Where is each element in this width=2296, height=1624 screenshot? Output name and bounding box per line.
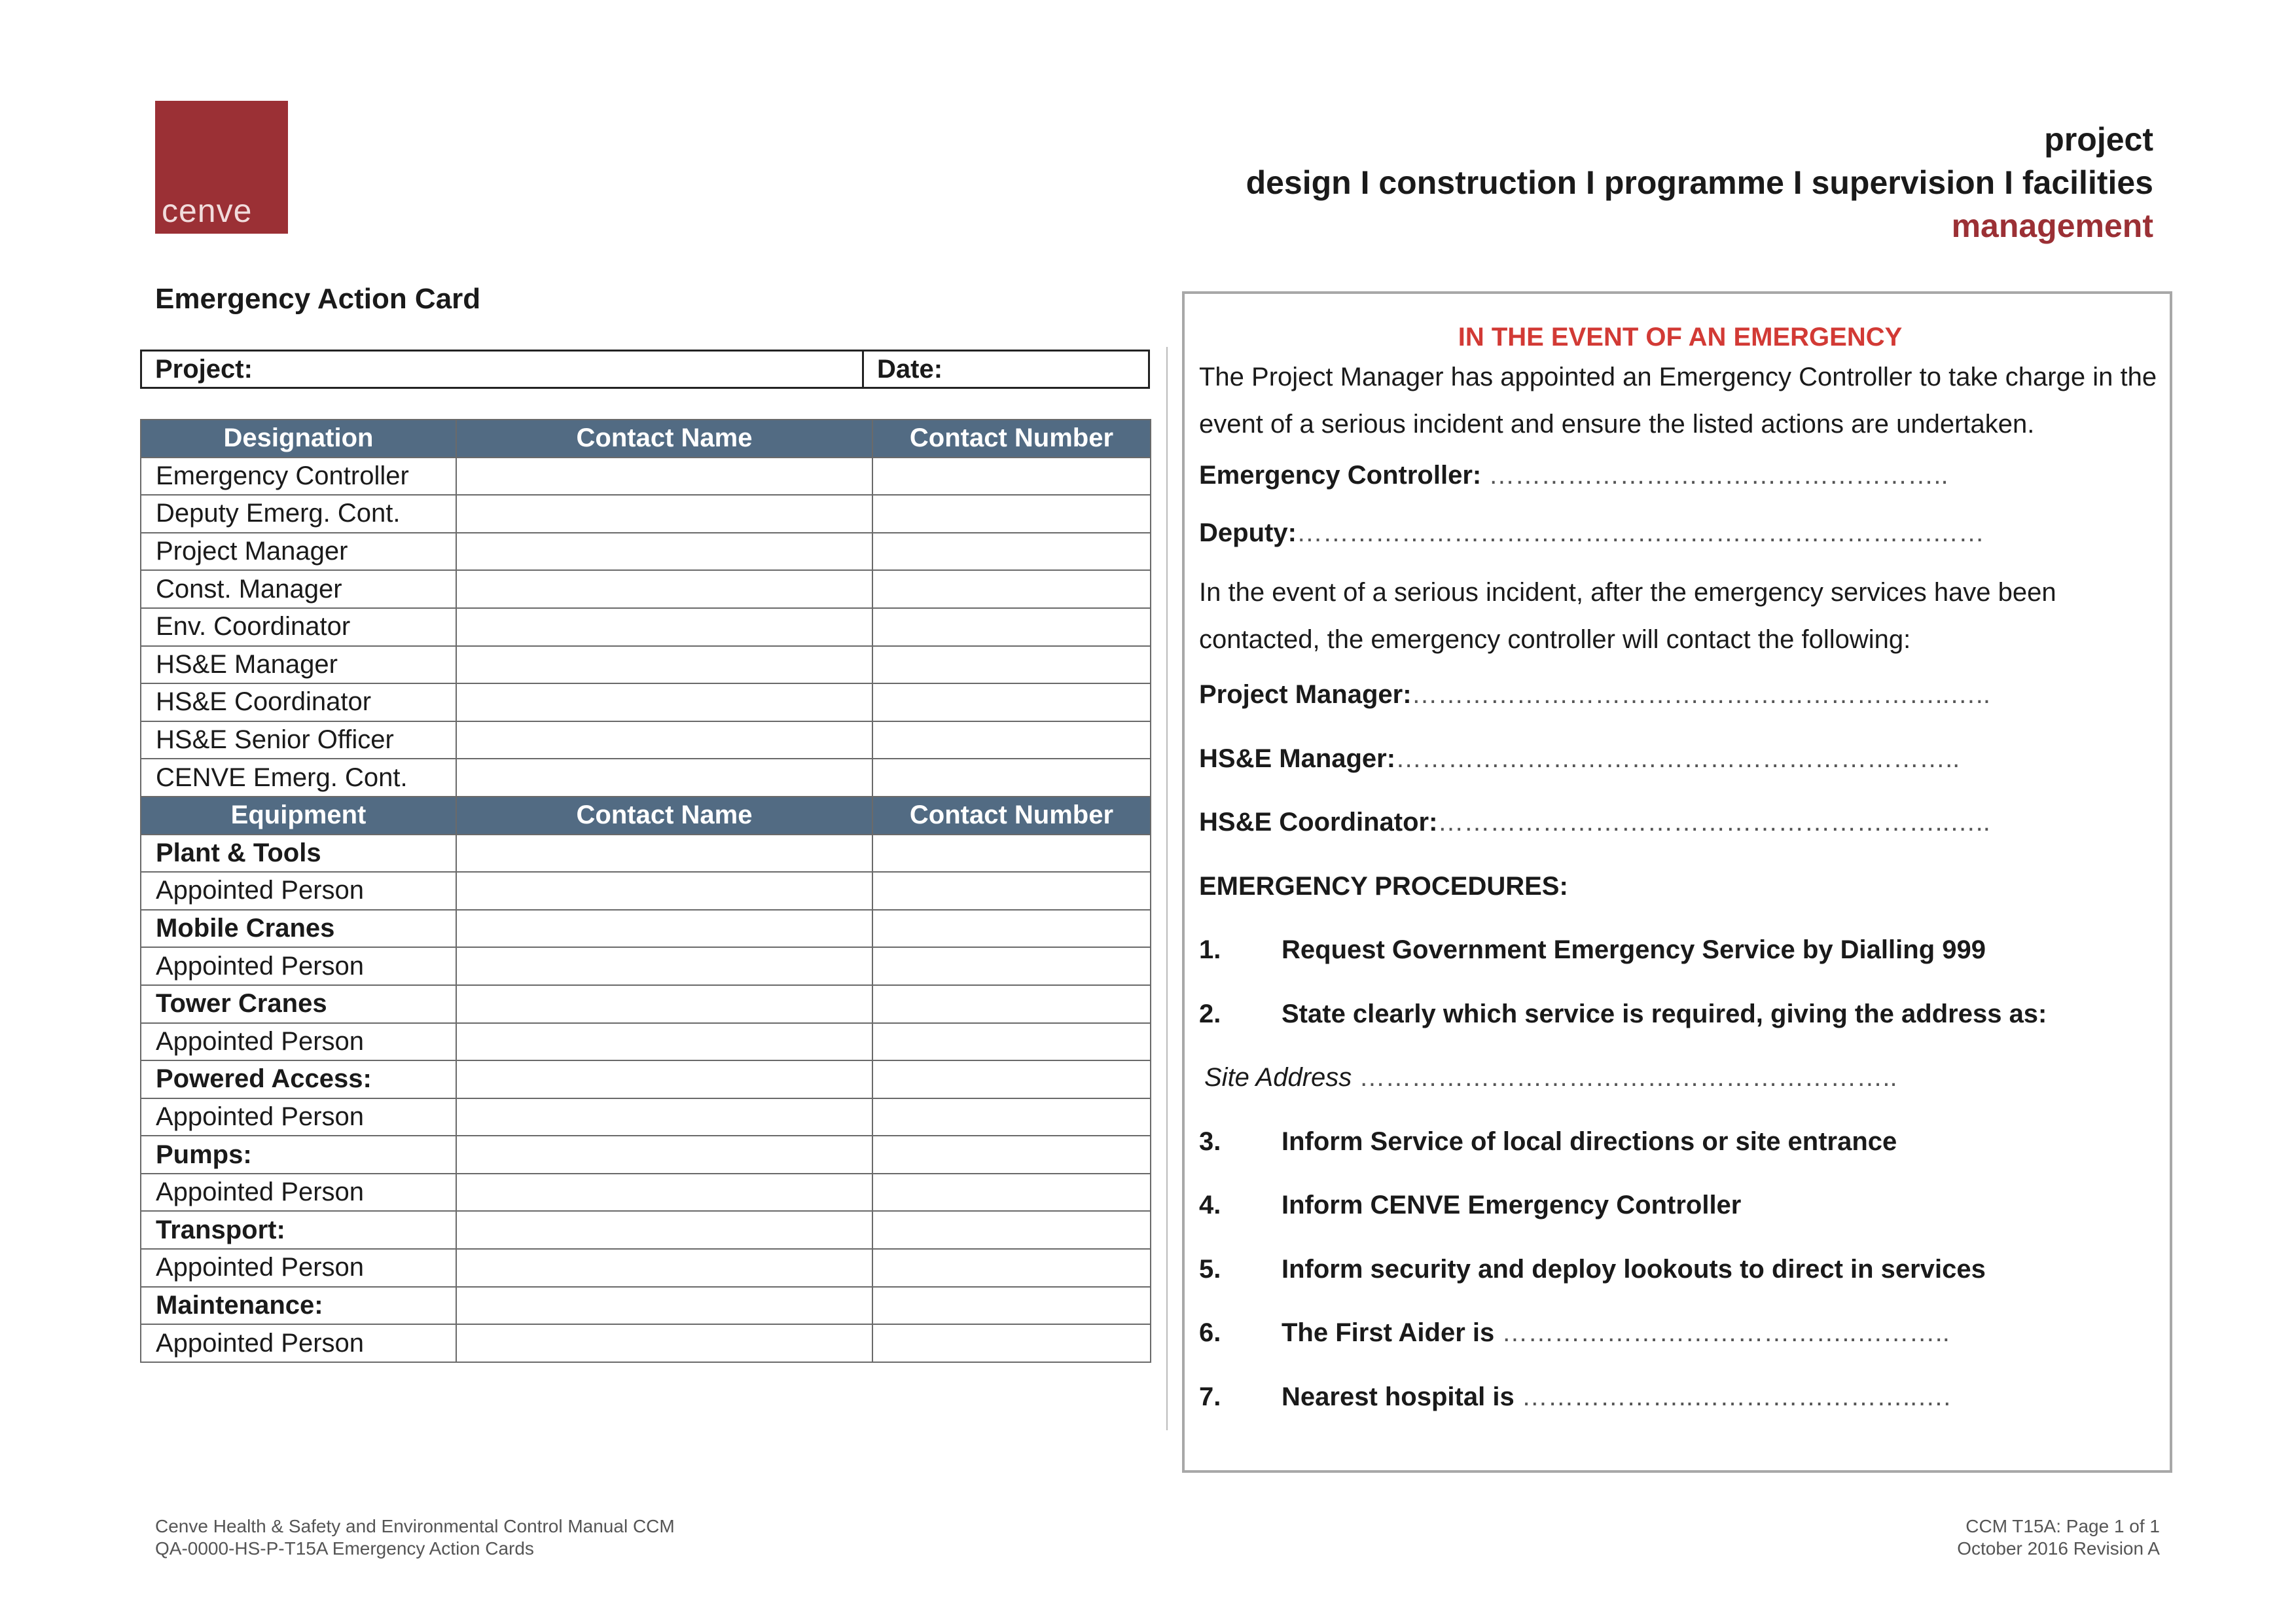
footer-right-line-2: October 2016 Revision A — [1957, 1538, 2160, 1559]
footer-left-line-1: Cenve Health & Safety and Environmental Control Manual CCM — [155, 1516, 675, 1536]
contact-name-cell[interactable] — [456, 533, 872, 571]
equipment-row — [141, 1023, 1151, 1061]
equipment-row — [141, 835, 1151, 873]
procedure-text: Request Government Emergency Service by Dialling 999 — [1282, 935, 1986, 964]
contact-name-cell[interactable] — [456, 1023, 872, 1061]
contact-line-dots[interactable]: ……………………………………………………….. — [1395, 744, 1960, 773]
contact-number-cell[interactable] — [872, 608, 1151, 646]
contact-name-cell[interactable] — [456, 1324, 872, 1362]
contact-name-cell[interactable] — [456, 1060, 872, 1098]
contact-number-cell[interactable] — [872, 1136, 1151, 1174]
procedures-list-b — [1199, 1110, 2161, 1430]
contact-number-cell[interactable] — [872, 1060, 1151, 1098]
equipment-header-cell: Contact Name — [456, 797, 872, 835]
designation-label: HS&E Senior Officer — [141, 721, 456, 759]
contact-number-cell[interactable] — [872, 1098, 1151, 1136]
contact-name-cell[interactable] — [456, 872, 872, 910]
project-date-table — [140, 350, 1150, 389]
footer-left-line-2: QA-0000-HS-P-T15A Emergency Action Cards — [155, 1538, 534, 1559]
equipment-label: Tower Cranes — [141, 985, 456, 1023]
contact-number-cell[interactable] — [872, 1174, 1151, 1212]
designation-row — [141, 608, 1151, 646]
column-divider — [1166, 347, 1168, 1430]
contact-line-label: Project Manager: — [1199, 680, 1412, 709]
equipment-label: Powered Access: — [141, 1060, 456, 1098]
procedure-step — [1199, 1301, 2161, 1365]
contact-name-cell[interactable] — [456, 759, 872, 797]
designation-label: CENVE Emerg. Cont. — [141, 759, 456, 797]
procedure-number: 5. — [1199, 1254, 1221, 1284]
contact-number-cell[interactable] — [872, 495, 1151, 533]
contact-number-cell[interactable] — [872, 1287, 1151, 1325]
contact-number-cell[interactable] — [872, 1324, 1151, 1362]
site-address-dots[interactable]: …………………………………………………….. — [1352, 1063, 1897, 1092]
contact-name-cell[interactable] — [456, 495, 872, 533]
footer-right-line-1: CCM T15A: Page 1 of 1 — [1965, 1516, 2160, 1536]
contact-name-cell[interactable] — [456, 1098, 872, 1136]
designation-row — [141, 759, 1151, 797]
equipment-header-cell: Equipment — [141, 797, 456, 835]
equipment-row — [141, 872, 1151, 910]
designation-row — [141, 646, 1151, 684]
designation-label: Env. Coordinator — [141, 608, 456, 646]
contact-name-cell[interactable] — [456, 1211, 872, 1249]
contact-name-cell[interactable] — [456, 1249, 872, 1287]
contact-lines — [1199, 663, 2161, 855]
contact-name-cell[interactable] — [456, 683, 872, 721]
contact-name-cell[interactable] — [456, 985, 872, 1023]
equipment-header-cell: Contact Number — [872, 797, 1151, 835]
controller-line — [1199, 448, 2161, 503]
designation-header-cell: Designation — [141, 420, 456, 458]
contact-name-cell[interactable] — [456, 608, 872, 646]
intro-text: The Project Manager has appointed an Emergency Controller to take charge in the event of a serious incident and ensure the listed actions are undertaken. — [1199, 363, 2157, 439]
logo-text: cenve — [162, 192, 253, 229]
project-field[interactable]: Project: — [141, 351, 863, 388]
designation-header-row — [141, 420, 1151, 458]
date-field[interactable]: Date: — [863, 351, 1149, 388]
equipment-label: Appointed Person — [141, 872, 456, 910]
designation-label: HS&E Coordinator — [141, 683, 456, 721]
equipment-row — [141, 1174, 1151, 1212]
procedures-title: EMERGENCY PROCEDURES: — [1199, 871, 1568, 901]
contact-name-cell[interactable] — [456, 721, 872, 759]
equipment-label: Appointed Person — [141, 947, 456, 985]
procedure-number: 3. — [1199, 1127, 1221, 1156]
equipment-row — [141, 1324, 1151, 1362]
contact-number-cell[interactable] — [872, 1023, 1151, 1061]
contact-name-cell[interactable] — [456, 458, 872, 496]
equipment-row — [141, 947, 1151, 985]
designation-header-cell: Contact Name — [456, 420, 872, 458]
procedure-number: 1. — [1199, 935, 1221, 964]
equipment-label: Mobile Cranes — [141, 910, 456, 948]
contact-name-cell[interactable] — [456, 1174, 872, 1212]
designation-row — [141, 721, 1151, 759]
procedure-text: Inform Service of local directions or site entrance — [1282, 1127, 1897, 1156]
equipment-row — [141, 910, 1151, 948]
designation-label: Deputy Emerg. Cont. — [141, 495, 456, 533]
tagline-line-3: management — [1951, 208, 2153, 244]
contact-number-cell[interactable] — [872, 646, 1151, 684]
emergency-panel-content — [1199, 321, 2161, 1429]
contact-number-cell[interactable] — [872, 947, 1151, 985]
contact-line — [1199, 791, 2161, 855]
procedure-text: Nearest hospital is — [1282, 1382, 1522, 1411]
procedure-number: 7. — [1199, 1382, 1221, 1411]
equipment-label: Pumps: — [141, 1136, 456, 1174]
equipment-row — [141, 1249, 1151, 1287]
contact-number-cell[interactable] — [872, 570, 1151, 608]
procedure-step — [1199, 1238, 2161, 1302]
contact-number-cell[interactable] — [872, 721, 1151, 759]
procedure-number: 6. — [1199, 1318, 1221, 1347]
designation-header-cell: Contact Number — [872, 420, 1151, 458]
contact-number-cell[interactable] — [872, 835, 1151, 873]
procedure-step — [1199, 1365, 2161, 1430]
designation-label: Const. Manager — [141, 570, 456, 608]
contact-number-cell[interactable] — [872, 458, 1151, 496]
controller-dots[interactable]: …………………………………………….. — [1481, 461, 1948, 490]
equipment-row — [141, 1211, 1151, 1249]
controller-label: Emergency Controller: — [1199, 461, 1482, 490]
designation-row — [141, 458, 1151, 496]
equipment-label: Appointed Person — [141, 1023, 456, 1061]
procedure-dots[interactable]: ………………..……………………..…. — [1521, 1382, 1951, 1411]
equipment-label: Plant & Tools — [141, 835, 456, 873]
procedure-text: Inform security and deploy lookouts to direct in services — [1282, 1254, 1986, 1284]
procedure-text: Inform CENVE Emergency Controller — [1282, 1191, 1742, 1219]
contact-number-cell[interactable] — [872, 910, 1151, 948]
contact-name-cell[interactable] — [456, 1136, 872, 1174]
contact-line-dots[interactable]: ……………………………………………………..….. — [1411, 680, 1990, 709]
procedure-text: The First Aider is — [1282, 1318, 1502, 1347]
tagline-line-2: design I construction I programme I supervision I facilities — [1246, 164, 2153, 201]
equipment-label: Appointed Person — [141, 1098, 456, 1136]
designation-row — [141, 683, 1151, 721]
equipment-row — [141, 1098, 1151, 1136]
designation-row — [141, 495, 1151, 533]
site-address-line — [1199, 1046, 2161, 1110]
procedures-list-a — [1199, 918, 2161, 1046]
procedure-text: State clearly which service is required, giving the address as: — [1282, 999, 2047, 1028]
contact-name-cell[interactable] — [456, 1287, 872, 1325]
procedure-dots[interactable]: …………………………………..……….. — [1501, 1318, 1950, 1347]
contact-number-cell[interactable] — [872, 683, 1151, 721]
procedure-step — [1199, 1110, 2161, 1174]
designation-label: Emergency Controller — [141, 458, 456, 496]
equipment-label: Maintenance: — [141, 1287, 456, 1325]
deputy-dots[interactable]: ……………………………………………………………….…… — [1296, 518, 1985, 547]
procedure-step — [1199, 983, 2161, 1047]
contact-line-dots[interactable]: …………………………………………………..….. — [1437, 808, 1990, 837]
contact-line-label: HS&E Manager: — [1199, 744, 1396, 773]
equipment-row — [141, 1060, 1151, 1098]
contact-number-cell[interactable] — [872, 533, 1151, 571]
contact-line-label: HS&E Coordinator: — [1199, 808, 1438, 837]
designation-label: HS&E Manager — [141, 646, 456, 684]
contact-number-cell[interactable] — [872, 759, 1151, 797]
procedure-number: 4. — [1199, 1191, 1221, 1219]
deputy-line — [1199, 503, 2161, 569]
equipment-label: Appointed Person — [141, 1174, 456, 1212]
contact-number-cell[interactable] — [872, 985, 1151, 1023]
equipment-label: Transport: — [141, 1211, 456, 1249]
contacts-table — [140, 419, 1151, 1363]
contact-number-cell[interactable] — [872, 1249, 1151, 1287]
card-title: Emergency Action Card — [155, 283, 481, 315]
emergency-title: IN THE EVENT OF AN EMERGENCY — [1458, 323, 1903, 352]
contact-name-cell[interactable] — [456, 835, 872, 873]
designation-row — [141, 533, 1151, 571]
designation-row — [141, 570, 1151, 608]
contact-name-cell[interactable] — [456, 646, 872, 684]
equipment-row — [141, 1136, 1151, 1174]
procedure-number: 2. — [1199, 999, 1221, 1028]
footer-right — [1957, 1515, 2160, 1560]
procedure-step — [1199, 1174, 2161, 1238]
designation-label: Project Manager — [141, 533, 456, 571]
equipment-row — [141, 1287, 1151, 1325]
equipment-label: Appointed Person — [141, 1324, 456, 1362]
site-address-label: Site Address — [1204, 1063, 1352, 1092]
equipment-row — [141, 985, 1151, 1023]
equipment-label: Appointed Person — [141, 1249, 456, 1287]
contact-number-cell[interactable] — [872, 1211, 1151, 1249]
tagline-line-1: project — [2044, 121, 2153, 158]
company-tagline — [1246, 118, 2153, 247]
incident-text: In the event of a serious incident, after the emergency services have been contacted, the emergency controller will contact the following: — [1199, 578, 2056, 654]
contact-name-cell[interactable] — [456, 910, 872, 948]
contact-name-cell[interactable] — [456, 947, 872, 985]
equipment-header-row — [141, 797, 1151, 835]
procedure-step — [1199, 918, 2161, 983]
contact-line — [1199, 727, 2161, 791]
footer-left — [155, 1515, 675, 1560]
contact-number-cell[interactable] — [872, 872, 1151, 910]
contact-line — [1199, 663, 2161, 727]
cenve-logo — [155, 101, 288, 234]
deputy-label: Deputy: — [1199, 518, 1297, 547]
contact-name-cell[interactable] — [456, 570, 872, 608]
